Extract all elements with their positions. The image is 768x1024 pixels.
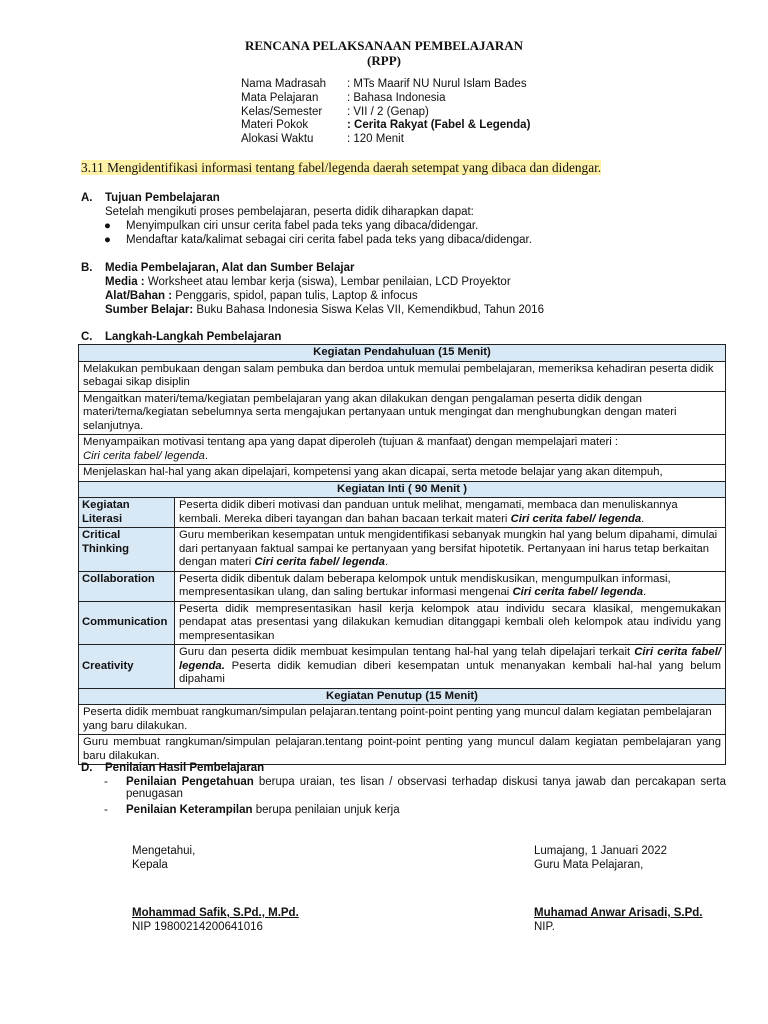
row-label: Communication (79, 601, 175, 645)
identity-label: Nama Madrasah (241, 78, 327, 90)
table-cell: Mengaitkan materi/tema/kegiatan pembelajaran yang akan dilakukan dengan pengalaman peserta didik dengan materi/tema/kegiatan sebelumnya serta mengajukan pertanyaan untuk mengingat dan menghubungkan dengan materi selanjutnya. (79, 391, 726, 435)
section-title: Tujuan Pembelajaran (105, 192, 220, 204)
bullet-icon: ● (104, 234, 111, 246)
identity-row (241, 78, 530, 92)
identity-value: : MTs Maarif NU Nurul Islam Bades (347, 78, 527, 90)
row-text-end: Peserta didik kemudian diberi kesempatan untuk menanyakan kembali hal-hal yang belum dipahami (179, 659, 721, 685)
identity-row (241, 92, 530, 106)
sign-left-line1: Mengetahui, (132, 845, 196, 857)
table-cell (79, 435, 726, 465)
row-label: Collaboration (79, 571, 175, 601)
sign-left-line2: Kepala (132, 859, 168, 871)
table-row (79, 465, 726, 482)
materi-text: Ciri cerita fabel/ legenda. (179, 646, 721, 672)
table-row (79, 391, 726, 435)
identity-row (241, 106, 530, 120)
identity-label: Mata Pelajaran (241, 91, 319, 104)
table-row (79, 688, 726, 705)
list-item (104, 804, 400, 816)
row-label: Critical Thinking (79, 528, 175, 572)
table-cell: Guru membuat rangkuman/simpulan pelajaran.tentang point-point penting yang muncul dalam kegiatan pembelajaran yang baru dilakukan. (79, 735, 726, 765)
table-row (79, 528, 726, 572)
section-title: Media Pembelajaran, Alat dan Sumber Belajar (105, 262, 355, 274)
section-title: Penilaian Hasil Pembelajaran (105, 762, 265, 774)
alat-label: Alat/Bahan : (105, 290, 173, 302)
penutup-header: Kegiatan Penutup (15 Menit) (79, 688, 726, 705)
media-value: Worksheet atau lembar kerja (siswa), Lembar penilaian, LCD Proyektor (144, 276, 511, 288)
punctuation: . (204, 449, 208, 462)
materi-text: Ciri cerita fabel/ legenda (510, 512, 642, 525)
sumber-value: Buku Bahasa Indonesia Siswa Kelas VII, Kemendikbud, Tahun 2016 (193, 304, 544, 316)
materi-text: Ciri cerita fabel/ legenda (254, 556, 385, 568)
langkah-table (78, 344, 726, 765)
list-item-text (126, 776, 726, 800)
pendahuluan-header: Kegiatan Pendahuluan (15 Menit) (79, 345, 726, 362)
identity-value: : 120 Menit (347, 133, 404, 146)
motivasi-text: Menyampaikan motivasi tentang apa yang dapat diperoleh (tujuan & manfaat) dengan mempelajari materi : (83, 436, 619, 448)
section-letter: B. (81, 262, 93, 274)
table-row (79, 705, 726, 735)
penilaian-label: Penilaian Pengetahuan (126, 776, 254, 788)
document-subtitle: (RPP) (367, 53, 401, 68)
row-text: Guru memberikan kesempatan untuk mengidentifikasi sebanyak mungkin hal yang belum dipahami, dimulai dari pertanyaan faktual sampai ke pertanyaan yang bersifat hipotetik. Pertanyaan ini harus tetap berkaitan dengan materi (179, 529, 718, 568)
punctuation: . (384, 556, 389, 568)
identity-row (241, 133, 530, 147)
table-row (79, 361, 726, 391)
dash-icon: - (104, 776, 108, 788)
identity-label: Kelas/Semester (241, 105, 323, 118)
sumber-line (105, 304, 544, 316)
table-cell (175, 645, 726, 689)
penilaian-text: berupa penilaian unjuk kerja (252, 804, 400, 816)
table-row (79, 498, 726, 528)
penilaian-label: Penilaian Keterampilan (126, 804, 253, 816)
alat-line (105, 290, 418, 302)
identity-label: Materi Pokok (241, 119, 309, 132)
identity-row (241, 119, 530, 133)
section-letter: C. (81, 331, 93, 343)
list-item (104, 776, 726, 800)
row-text: Peserta didik diberi motivasi dan panduan untuk melihat, mengamati, membaca dan menuliskannya kembali. Mereka diberi tayangan dan bahan bacaan terkait materi (179, 499, 678, 525)
kompetensi-dasar (81, 160, 753, 175)
table-row (79, 345, 726, 362)
table-cell: Melakukan pembukaan dengan salam pembuka dan berdoa untuk memulai pembelajaran, memeriksa kehadiran peserta didik sebagai sikap disiplin (79, 361, 726, 391)
section-d-heading (81, 762, 264, 774)
table-row (79, 735, 726, 765)
table-cell (175, 498, 726, 528)
identity-value: : Cerita Rakyat (Fabel & Legenda) (347, 119, 531, 132)
row-label: Creativity (79, 645, 175, 689)
sumber-label: Sumber Belajar: (105, 304, 194, 316)
sign-left-name: Mohammad Safik, S.Pd., M.Pd. (132, 907, 299, 919)
inti-header: Kegiatan Inti ( 90 Menit ) (79, 481, 726, 498)
table-cell (175, 571, 726, 601)
table-row (79, 645, 726, 689)
identity-value: : Bahasa Indonesia (347, 91, 446, 104)
list-item-text: Menyimpulkan ciri unsur cerita fabel pada teks yang dibaca/didengar. (126, 220, 479, 232)
identity-table (241, 78, 530, 147)
sign-right-line2: Guru Mata Pelajaran, (534, 859, 644, 871)
list-item-text: Mendaftar kata/kalimat sebagai ciri cerita fabel pada teks yang dibaca/didengar. (126, 234, 532, 246)
identity-value: : VII / 2 (Genap) (347, 105, 429, 118)
document-title: RENCANA PELAKSANAAN PEMBELAJARAN (244, 38, 524, 53)
list-item (104, 234, 532, 246)
row-text: Peserta didik mempresentasikan hasil kerja kelompok atau individu secara klasikal, mengemukakan pendapat atas presentasi yang dilakukan kemudian ditanggapi kembali oleh kelompok atau individu yang mempresentasikan (179, 602, 721, 642)
table-row (79, 481, 726, 498)
table-cell (175, 601, 726, 645)
table-cell: Peserta didik membuat rangkuman/simpulan pelajaran.tentang point-point penting yang muncul dalam kegiatan pembelajaran yang baru dilakukan. (79, 705, 726, 735)
identity-label: Alokasi Waktu (241, 133, 314, 146)
section-c-heading (81, 331, 281, 343)
table-cell: Menjelaskan hal-hal yang akan dipelajari, kompetensi yang akan dicapai, serta metode belajar yang akan ditempuh, (79, 465, 726, 482)
dash-icon: - (104, 804, 108, 816)
section-b-heading (81, 262, 354, 274)
section-title: Langkah-Langkah Pembelajaran (105, 331, 282, 343)
section-a-heading (81, 192, 220, 204)
sign-left-nip: NIP 19800214200641016 (132, 921, 263, 933)
table-row (79, 435, 726, 465)
list-item (104, 220, 478, 232)
table-cell (175, 528, 726, 572)
table-row (79, 601, 726, 645)
punctuation: . (643, 586, 647, 598)
alat-value: Penggaris, spidol, papan tulis, Laptop & infocus (172, 290, 418, 302)
punctuation: . (641, 512, 645, 525)
media-line (105, 276, 511, 288)
bullet-icon: ● (104, 220, 111, 232)
section-letter: A. (81, 192, 93, 204)
table-row (79, 571, 726, 601)
kd-text: 3.11 Mengidentifikasi informasi tentang fabel/legenda daerah setempat yang dibaca dan didengar. (81, 160, 602, 175)
section-a-intro: Setelah mengikuti proses pembelajaran, peserta didik diharapkan dapat: (105, 206, 474, 218)
materi-text: Ciri cerita fabel/ legenda (512, 586, 644, 598)
list-item-text (126, 804, 400, 816)
row-text: Peserta didik dibentuk dalam beberapa kelompok untuk mendiskusikan, mengumpulkan informasi, mempresentasikan ulang, dan saling bertukar informasi mengenai (179, 572, 671, 598)
sign-right-name: Muhamad Anwar Arisadi, S.Pd. (534, 907, 703, 919)
sign-right-line1: Lumajang, 1 Januari 2022 (534, 845, 667, 857)
section-letter: D. (81, 762, 93, 774)
row-label: Kegiatan Literasi (79, 498, 175, 528)
row-text: Guru dan peserta didik membuat kesimpulan tentang hal-hal yang telah dipelajari terkait (179, 646, 635, 658)
sign-right-nip: NIP. (534, 921, 555, 933)
media-label: Media : (105, 276, 145, 288)
materi-text: Ciri cerita fabel/ legenda (83, 449, 205, 462)
penilaian-text: berupa uraian, tes lisan / observasi terhadap diskusi tanya jawab dan percakapan serta penugasan (126, 776, 726, 800)
